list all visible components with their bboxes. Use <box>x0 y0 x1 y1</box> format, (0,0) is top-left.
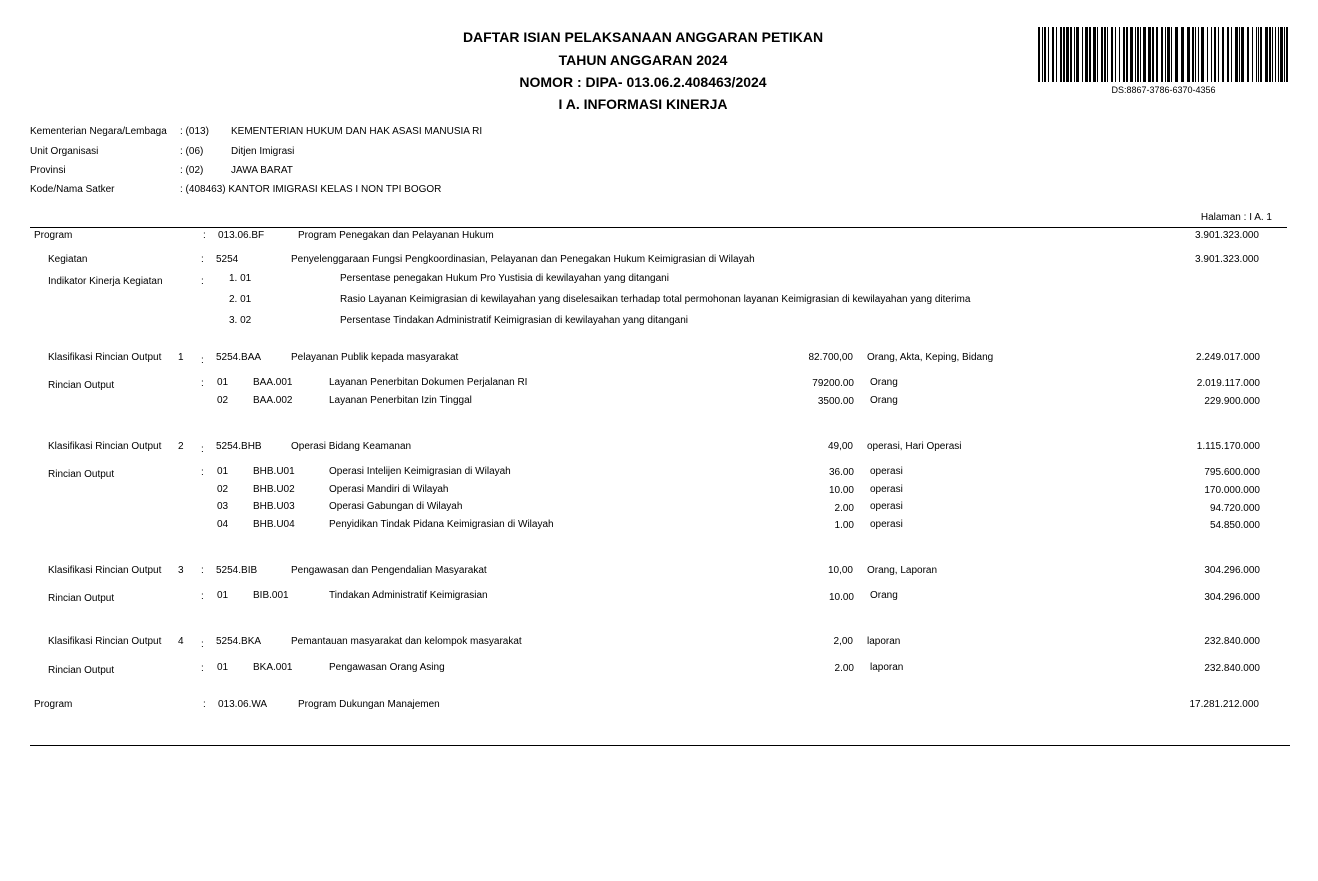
rincian-amount: 94.720.000 <box>1209 503 1260 514</box>
rincian-quantity: 10.00 <box>828 592 854 603</box>
klasifikasi-name: Pemantauan masyarakat dan kelompok masyarakat <box>291 636 522 647</box>
indikator-label: Indikator Kinerja Kegiatan <box>48 276 163 287</box>
rincian-amount: 304.296.000 <box>1204 592 1260 603</box>
identity-code: : (02) <box>180 165 204 176</box>
identity-code: : (06) <box>180 146 204 157</box>
rincian-unit: Orang <box>870 377 898 388</box>
rincian-name: Layanan Penerbitan Izin Tinggal <box>329 395 472 406</box>
rincian-no: 04 <box>217 519 229 530</box>
colon: : <box>201 591 204 602</box>
klasifikasi-quantity: 49,00 <box>827 441 853 452</box>
klasifikasi-number: 3 <box>178 565 184 576</box>
indikator-text: Rasio Layanan Keimigrasian di kewilayahan yang diselesaikan terhadap total permohonan layanan Keimigrasian di kewilayahan yang diterima <box>340 294 971 305</box>
klasifikasi-code: 5254.BAA <box>216 352 262 363</box>
rincian-label: Rincian Output <box>48 593 115 604</box>
klasifikasi-quantity: 2,00 <box>833 636 853 647</box>
colon: : <box>201 639 204 650</box>
rincian-code: BKA.001 <box>253 662 293 673</box>
identity-label: Kode/Nama Satker <box>30 184 115 195</box>
rincian-name: Layanan Penerbitan Dokumen Perjalanan RI <box>329 377 528 388</box>
klasifikasi-label: Klasifikasi Rincian Output <box>48 441 162 452</box>
rincian-unit: laporan <box>870 662 904 673</box>
klasifikasi-number: 2 <box>178 441 184 452</box>
colon: : <box>203 699 206 710</box>
klasifikasi-label: Klasifikasi Rincian Output <box>48 565 162 576</box>
rincian-amount: 229.900.000 <box>1204 396 1260 407</box>
rincian-code: BIB.001 <box>253 590 289 601</box>
colon: : <box>201 444 204 455</box>
klasifikasi-label: Klasifikasi Rincian Output <box>48 636 162 647</box>
rincian-quantity: 79200.00 <box>812 378 854 389</box>
program-amount: 3.901.323.000 <box>1195 230 1259 241</box>
barcode-text: DS:8867-3786-6370-4356 <box>1111 85 1216 95</box>
klasifikasi-amount: 1.115.170.000 <box>1196 441 1260 452</box>
klasifikasi-number: 4 <box>178 636 184 647</box>
rincian-quantity: 2.00 <box>834 503 854 514</box>
section-title: I A. INFORMASI KINERJA <box>558 96 728 112</box>
identity-code: : (013) <box>180 126 209 137</box>
rincian-label: Rincian Output <box>48 469 115 480</box>
klasifikasi-number: 1 <box>178 352 184 363</box>
rincian-no: 02 <box>217 395 229 406</box>
rincian-unit: operasi <box>870 484 903 495</box>
rincian-amount: 54.850.000 <box>1209 520 1260 531</box>
klasifikasi-amount: 232.840.000 <box>1204 636 1260 647</box>
top-divider <box>30 227 1287 228</box>
identity-value: KEMENTERIAN HUKUM DAN HAK ASASI MANUSIA RI <box>231 126 483 137</box>
rincian-no: 03 <box>217 501 229 512</box>
klasifikasi-amount: 2.249.017.000 <box>1196 352 1260 363</box>
indikator-number: 1. 01 <box>229 273 252 284</box>
rincian-quantity: 3500.00 <box>817 396 854 407</box>
dipa-number: NOMOR : DIPA- 013.06.2.408463/2024 <box>519 74 767 90</box>
rincian-amount: 2.019.117.000 <box>1196 378 1260 389</box>
rincian-code: BHB.U04 <box>253 519 295 530</box>
rincian-code: BAA.001 <box>253 377 293 388</box>
rincian-name: Tindakan Administratif Keimigrasian <box>329 590 488 601</box>
rincian-no: 01 <box>217 590 229 601</box>
kegiatan-name: Penyelenggaraan Fungsi Pengkoordinasian, Pelayanan dan Penegakan Hukum Keimigrasian di Wilayah <box>291 254 755 265</box>
rincian-label: Rincian Output <box>48 665 115 676</box>
program-amount: 17.281.212.000 <box>1189 699 1259 710</box>
colon: : <box>201 378 204 389</box>
indikator-text: Persentase Tindakan Administratif Keimigrasian di kewilayahan yang ditangani <box>340 315 688 326</box>
rincian-unit: operasi <box>870 466 903 477</box>
klasifikasi-quantity: 10,00 <box>827 565 853 576</box>
identity-label: Provinsi <box>30 165 66 176</box>
klasifikasi-name: Pengawasan dan Pengendalian Masyarakat <box>291 565 487 576</box>
rincian-unit: Orang <box>870 395 898 406</box>
fiscal-year: TAHUN ANGGARAN 2024 <box>558 52 728 68</box>
klasifikasi-unit: Orang, Akta, Keping, Bidang <box>867 352 994 363</box>
colon: : <box>201 467 204 478</box>
colon: : <box>201 276 204 287</box>
kegiatan-amount: 3.901.323.000 <box>1195 254 1259 265</box>
rincian-code: BAA.002 <box>253 395 293 406</box>
identity-label: Unit Organisasi <box>30 146 99 157</box>
klasifikasi-code: 5254.BHB <box>216 441 262 452</box>
program-code: 013.06.BF <box>218 230 265 241</box>
rincian-name: Operasi Mandiri di Wilayah <box>329 484 449 495</box>
rincian-amount: 232.840.000 <box>1204 663 1260 674</box>
rincian-name: Pengawasan Orang Asing <box>329 662 445 673</box>
rincian-code: BHB.U02 <box>253 484 295 495</box>
colon: : <box>201 355 204 366</box>
klasifikasi-code: 5254.BKA <box>216 636 262 647</box>
rincian-name: Penyidikan Tindak Pidana Keimigrasian di Wilayah <box>329 519 554 530</box>
identity-value: JAWA BARAT <box>231 165 293 176</box>
colon: : <box>203 230 206 241</box>
bottom-divider <box>30 745 1290 746</box>
rincian-no: 01 <box>217 662 229 673</box>
klasifikasi-name: Pelayanan Publik kepada masyarakat <box>291 352 459 363</box>
klasifikasi-code: 5254.BIB <box>216 565 258 576</box>
rincian-quantity: 1.00 <box>834 520 854 531</box>
klasifikasi-label: Klasifikasi Rincian Output <box>48 352 162 363</box>
program-name: Program Dukungan Manajemen <box>298 699 440 710</box>
rincian-quantity: 10.00 <box>828 485 854 496</box>
indikator-number: 2. 01 <box>229 294 252 305</box>
colon: : <box>201 565 204 576</box>
rincian-no: 01 <box>217 377 229 388</box>
page-number: Halaman : I A. 1 <box>1200 212 1272 223</box>
rincian-unit: operasi <box>870 501 903 512</box>
rincian-unit: operasi <box>870 519 903 530</box>
document-title: DAFTAR ISIAN PELAKSANAAN ANGGARAN PETIKAN <box>462 29 824 45</box>
rincian-no: 02 <box>217 484 229 495</box>
klasifikasi-unit: Orang, Laporan <box>867 565 938 576</box>
rincian-name: Operasi Intelijen Keimigrasian di Wilayah <box>329 466 511 477</box>
program-label: Program <box>34 230 73 241</box>
klasifikasi-unit: operasi, Hari Operasi <box>867 441 962 452</box>
colon: : <box>201 663 204 674</box>
indikator-number: 3. 02 <box>229 315 252 326</box>
identity-value: Ditjen Imigrasi <box>231 146 295 157</box>
rincian-label: Rincian Output <box>48 380 115 391</box>
rincian-amount: 170.000.000 <box>1204 485 1260 496</box>
rincian-quantity: 36.00 <box>828 467 854 478</box>
program-name: Program Penegakan dan Pelayanan Hukum <box>298 230 494 241</box>
kegiatan-code: 5254 <box>216 254 239 265</box>
program-code: 013.06.WA <box>218 699 268 710</box>
klasifikasi-amount: 304.296.000 <box>1204 565 1260 576</box>
identity-label: Kementerian Negara/Lembaga <box>30 126 167 137</box>
rincian-code: BHB.U01 <box>253 466 295 477</box>
rincian-code: BHB.U03 <box>253 501 295 512</box>
program-label: Program <box>34 699 73 710</box>
indikator-text: Persentase penegakan Hukum Pro Yustisia di kewilayahan yang ditangani <box>340 273 669 284</box>
klasifikasi-name: Operasi Bidang Keamanan <box>291 441 412 452</box>
rincian-amount: 795.600.000 <box>1204 467 1260 478</box>
identity-code: : (408463) KANTOR IMIGRASI KELAS I NON TPI BOGOR <box>180 184 442 195</box>
klasifikasi-quantity: 82.700,00 <box>808 352 853 363</box>
rincian-unit: Orang <box>870 590 898 601</box>
kegiatan-label: Kegiatan <box>48 254 88 265</box>
rincian-name: Operasi Gabungan di Wilayah <box>329 501 463 512</box>
colon: : <box>201 254 204 265</box>
barcode-image <box>1038 27 1289 82</box>
rincian-quantity: 2.00 <box>834 663 854 674</box>
klasifikasi-unit: laporan <box>867 636 901 647</box>
rincian-no: 01 <box>217 466 229 477</box>
